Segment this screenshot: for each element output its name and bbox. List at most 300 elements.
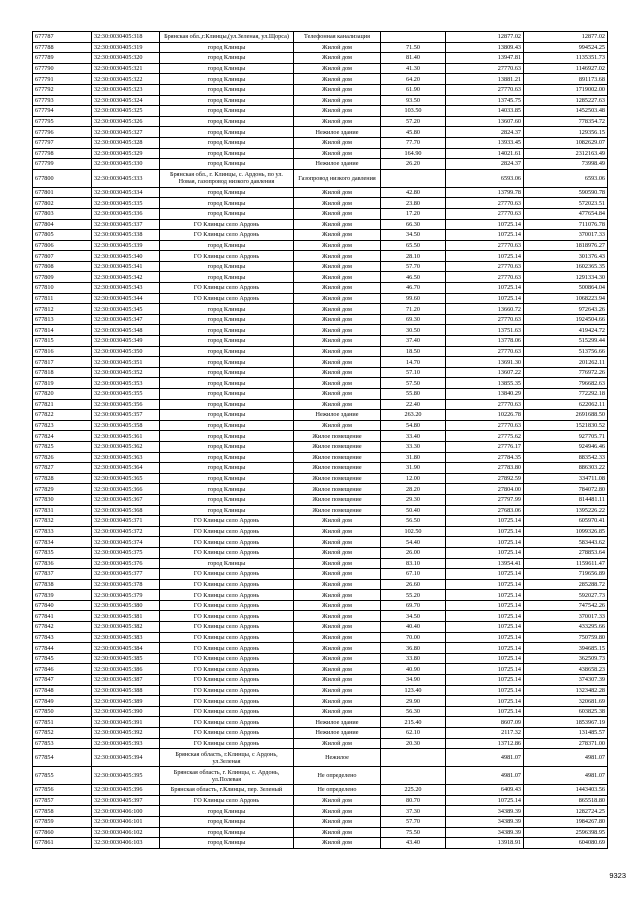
area-cell: 225.20 xyxy=(381,785,446,796)
cadastral-value-cell: 513756.66 xyxy=(524,346,608,357)
area-cell: 83.10 xyxy=(381,558,446,569)
object-type-cell: Жилой дом xyxy=(294,516,381,527)
table-row xyxy=(33,516,608,527)
area-cell: 43.40 xyxy=(381,838,446,849)
area-cell: 64.20 xyxy=(381,74,446,85)
address-cell: город Клинцы xyxy=(160,441,294,452)
area-cell: 37.30 xyxy=(381,806,446,817)
row-number-cell: 677818 xyxy=(33,367,92,378)
row-number-cell: 677826 xyxy=(33,452,92,463)
row-number-cell: 677828 xyxy=(33,473,92,484)
row-number-cell: 677834 xyxy=(33,537,92,548)
table-row xyxy=(33,283,608,294)
unit-value-cell: 27775.62 xyxy=(446,431,524,442)
address-cell: ГО Клинцы село Ардонь xyxy=(160,611,294,622)
area-cell: 55.80 xyxy=(381,389,446,400)
unit-value-cell: 10725.14 xyxy=(446,283,524,294)
object-type-cell: Жилой дом xyxy=(294,84,381,95)
cadastral-value-cell: 994524.25 xyxy=(524,42,608,53)
area-cell: 62.10 xyxy=(381,728,446,739)
address-cell: ГО Клинцы село Ардонь xyxy=(160,251,294,262)
cadastral-number-cell: 32:30:0030405:338 xyxy=(92,230,160,241)
cadastral-number-cell: 32:30:0030405:339 xyxy=(92,240,160,251)
unit-value-cell: 27770.63 xyxy=(446,261,524,272)
row-number-cell: 677842 xyxy=(33,622,92,633)
address-cell: Брянская обл.,г.Клинцы,(ул.Зеленая, ул.Щорса) xyxy=(160,32,294,43)
address-cell: ГО Клинцы село Ардонь xyxy=(160,685,294,696)
address-cell: ГО Клинцы село Ардонь xyxy=(160,738,294,749)
address-cell: ГО Клинцы село Ардонь xyxy=(160,537,294,548)
row-number-cell: 677860 xyxy=(33,827,92,838)
cadastral-number-cell: 32:30:0030405:341 xyxy=(92,261,160,272)
address-cell: город Клинцы xyxy=(160,473,294,484)
row-number-cell: 677816 xyxy=(33,346,92,357)
address-cell: ГО Клинцы село Ардонь xyxy=(160,547,294,558)
area-cell: 31.80 xyxy=(381,452,446,463)
area-cell: 28.10 xyxy=(381,251,446,262)
cadastral-value-cell: 301376.43 xyxy=(524,251,608,262)
address-cell: город Клинцы xyxy=(160,53,294,64)
cadastral-value-cell: 419424.72 xyxy=(524,325,608,336)
address-cell: ГО Клинцы село Ардонь xyxy=(160,526,294,537)
row-number-cell: 677827 xyxy=(33,463,92,474)
cadastral-value-cell: 1291334.30 xyxy=(524,272,608,283)
property-register-table xyxy=(32,31,608,849)
area-cell: 33.80 xyxy=(381,653,446,664)
unit-value-cell: 27776.17 xyxy=(446,441,524,452)
cadastral-value-cell: 1099326.85 xyxy=(524,526,608,537)
table-row xyxy=(33,293,608,304)
area-cell: 41.30 xyxy=(381,63,446,74)
cadastral-number-cell: 32:30:0030405:389 xyxy=(92,696,160,707)
table-row xyxy=(33,63,608,74)
object-type-cell: Жилой дом xyxy=(294,816,381,827)
table-row xyxy=(33,240,608,251)
area-cell: 22.40 xyxy=(381,399,446,410)
address-cell: город Клинцы xyxy=(160,304,294,315)
area-cell: 77.70 xyxy=(381,137,446,148)
unit-value-cell: 13799.78 xyxy=(446,187,524,198)
unit-value-cell: 2824.37 xyxy=(446,127,524,138)
table-row xyxy=(33,590,608,601)
cadastral-value-cell: 278853.64 xyxy=(524,547,608,558)
address-cell: город Клинцы xyxy=(160,116,294,127)
cadastral-value-cell: 604080.69 xyxy=(524,838,608,849)
table-row xyxy=(33,367,608,378)
unit-value-cell: 27770.63 xyxy=(446,208,524,219)
object-type-cell: Жилой дом xyxy=(294,653,381,664)
cadastral-value-cell: 1452503.48 xyxy=(524,106,608,117)
address-cell: город Клинцы xyxy=(160,127,294,138)
object-type-cell: Телефонная канализация xyxy=(294,32,381,43)
cadastral-number-cell: 32:30:0030405:387 xyxy=(92,675,160,686)
address-cell: ГО Клинцы село Ардонь xyxy=(160,664,294,675)
unit-value-cell: 27892.59 xyxy=(446,473,524,484)
row-number-cell: 677813 xyxy=(33,314,92,325)
table-row xyxy=(33,827,608,838)
area-cell: 40.40 xyxy=(381,622,446,633)
cadastral-value-cell: 278371.00 xyxy=(524,738,608,749)
cadastral-value-cell: 719656.89 xyxy=(524,569,608,580)
cadastral-number-cell: 32:30:0030405:327 xyxy=(92,127,160,138)
object-type-cell: Жилой дом xyxy=(294,685,381,696)
object-type-cell: Жилое помещение xyxy=(294,441,381,452)
cadastral-number-cell: 32:30:0030405:337 xyxy=(92,219,160,230)
cadastral-number-cell: 32:30:0030405:374 xyxy=(92,537,160,548)
unit-value-cell: 13607.60 xyxy=(446,116,524,127)
cadastral-number-cell: 32:30:0030405:372 xyxy=(92,526,160,537)
address-cell: город Клинцы xyxy=(160,208,294,219)
area-cell xyxy=(381,749,446,767)
row-number-cell: 677845 xyxy=(33,653,92,664)
object-type-cell: Жилой дом xyxy=(294,314,381,325)
row-number-cell: 677795 xyxy=(33,116,92,127)
unit-value-cell: 27784.35 xyxy=(446,452,524,463)
cadastral-number-cell: 32:30:0030405:329 xyxy=(92,148,160,159)
cadastral-number-cell: 32:30:0030405:318 xyxy=(92,32,160,43)
row-number-cell: 677810 xyxy=(33,283,92,294)
cadastral-number-cell: 32:30:0030405:323 xyxy=(92,84,160,95)
row-number-cell: 677840 xyxy=(33,600,92,611)
cadastral-value-cell: 285288.72 xyxy=(524,579,608,590)
address-cell: город Клинцы xyxy=(160,159,294,170)
address-cell: ГО Клинцы село Ардонь xyxy=(160,230,294,241)
cadastral-value-cell: 1082629.07 xyxy=(524,137,608,148)
unit-value-cell: 34389.39 xyxy=(446,816,524,827)
cadastral-value-cell: 750759.80 xyxy=(524,632,608,643)
area-cell: 42.80 xyxy=(381,187,446,198)
cadastral-value-cell: 477654.84 xyxy=(524,208,608,219)
cadastral-value-cell: 1146927.02 xyxy=(524,63,608,74)
table-row xyxy=(33,558,608,569)
cadastral-number-cell: 32:30:0030405:324 xyxy=(92,95,160,106)
object-type-cell: Жилой дом xyxy=(294,389,381,400)
table-row xyxy=(33,106,608,117)
table-row xyxy=(33,685,608,696)
object-type-cell: Жилой дом xyxy=(294,827,381,838)
area-cell xyxy=(381,32,446,43)
object-type-cell: Жилой дом xyxy=(294,537,381,548)
table-row xyxy=(33,706,608,717)
object-type-cell: Жилой дом xyxy=(294,53,381,64)
address-cell: город Клинцы xyxy=(160,63,294,74)
cadastral-number-cell: 32:30:0030405:349 xyxy=(92,336,160,347)
table-row xyxy=(33,230,608,241)
row-number-cell: 677853 xyxy=(33,738,92,749)
table-row xyxy=(33,251,608,262)
row-number-cell: 677856 xyxy=(33,785,92,796)
unit-value-cell: 10226.78 xyxy=(446,410,524,421)
address-cell: Брянская область, г.Клинцы, пер. Зеленый xyxy=(160,785,294,796)
table-row xyxy=(33,537,608,548)
area-cell: 34.50 xyxy=(381,230,446,241)
area-cell: 26.60 xyxy=(381,579,446,590)
cadastral-number-cell: 32:30:0030405:343 xyxy=(92,283,160,294)
row-number-cell: 677855 xyxy=(33,767,92,785)
cadastral-number-cell: 32:30:0030405:322 xyxy=(92,74,160,85)
object-type-cell: Жилой дом xyxy=(294,95,381,106)
address-cell: ГО Клинцы село Ардонь xyxy=(160,579,294,590)
unit-value-cell: 13660.72 xyxy=(446,304,524,315)
address-cell: город Клинцы xyxy=(160,198,294,209)
unit-value-cell: 27770.63 xyxy=(446,399,524,410)
cadastral-number-cell: 32:30:0030405:326 xyxy=(92,116,160,127)
object-type-cell: Жилой дом xyxy=(294,106,381,117)
table-row xyxy=(33,463,608,474)
row-number-cell: 677843 xyxy=(33,632,92,643)
row-number-cell: 677789 xyxy=(33,53,92,64)
address-cell: город Клинцы xyxy=(160,410,294,421)
object-type-cell: Жилой дом xyxy=(294,283,381,294)
cadastral-value-cell: 438658.23 xyxy=(524,664,608,675)
area-cell: 61.90 xyxy=(381,84,446,95)
table-row xyxy=(33,484,608,495)
address-cell: город Клинцы xyxy=(160,336,294,347)
row-number-cell: 677796 xyxy=(33,127,92,138)
table-row xyxy=(33,74,608,85)
address-cell: ГО Клинцы село Ардонь xyxy=(160,569,294,580)
object-type-cell: Нежилое здание xyxy=(294,159,381,170)
address-cell: ГО Клинцы село Ардонь xyxy=(160,653,294,664)
cadastral-value-cell: 362509.73 xyxy=(524,653,608,664)
table-row xyxy=(33,632,608,643)
object-type-cell: Жилой дом xyxy=(294,251,381,262)
area-cell: 29.30 xyxy=(381,494,446,505)
unit-value-cell: 27770.63 xyxy=(446,240,524,251)
table-row xyxy=(33,137,608,148)
cadastral-value-cell: 1135351.73 xyxy=(524,53,608,64)
cadastral-number-cell: 32:30:0030405:391 xyxy=(92,717,160,728)
unit-value-cell: 10725.14 xyxy=(446,685,524,696)
cadastral-value-cell: 605970.41 xyxy=(524,516,608,527)
cadastral-number-cell: 32:30:0030405:350 xyxy=(92,346,160,357)
cadastral-value-cell: 1719002.00 xyxy=(524,84,608,95)
area-cell: 102.50 xyxy=(381,526,446,537)
address-cell: город Клинцы xyxy=(160,95,294,106)
cadastral-number-cell: 32:30:0030405:380 xyxy=(92,600,160,611)
table-row xyxy=(33,420,608,431)
object-type-cell: Жилой дом xyxy=(294,304,381,315)
area-cell: 36.80 xyxy=(381,643,446,654)
address-cell: ГО Клинцы село Ардонь xyxy=(160,675,294,686)
address-cell: город Клинцы xyxy=(160,187,294,198)
row-number-cell: 677794 xyxy=(33,106,92,117)
table-row xyxy=(33,579,608,590)
object-type-cell: Жилой дом xyxy=(294,632,381,643)
table-row xyxy=(33,208,608,219)
unit-value-cell: 10725.14 xyxy=(446,696,524,707)
cadastral-number-cell: 32:30:0030405:361 xyxy=(92,431,160,442)
address-cell: город Клинцы xyxy=(160,420,294,431)
cadastral-number-cell: 32:30:0030405:319 xyxy=(92,42,160,53)
cadastral-number-cell: 32:30:0030405:362 xyxy=(92,441,160,452)
cadastral-number-cell: 32:30:0030405:384 xyxy=(92,643,160,654)
table-row xyxy=(33,795,608,806)
row-number-cell: 677817 xyxy=(33,357,92,368)
row-number-cell: 677852 xyxy=(33,728,92,739)
row-number-cell: 677846 xyxy=(33,664,92,675)
cadastral-value-cell: 603825.38 xyxy=(524,706,608,717)
object-type-cell: Нежилое здание xyxy=(294,717,381,728)
area-cell: 57.20 xyxy=(381,116,446,127)
unit-value-cell: 10725.14 xyxy=(446,632,524,643)
row-number-cell: 677838 xyxy=(33,579,92,590)
cadastral-number-cell: 32:30:0030405:371 xyxy=(92,516,160,527)
object-type-cell: Жилое помещение xyxy=(294,505,381,516)
cadastral-number-cell: 32:30:0030405:396 xyxy=(92,785,160,796)
unit-value-cell: 10725.14 xyxy=(446,600,524,611)
address-cell: ГО Клинцы село Ардонь xyxy=(160,717,294,728)
cadastral-value-cell: 924946.46 xyxy=(524,441,608,452)
cadastral-value-cell: 865518.80 xyxy=(524,795,608,806)
area-cell: 81.40 xyxy=(381,53,446,64)
unit-value-cell: 10725.14 xyxy=(446,516,524,527)
unit-value-cell: 13751.63 xyxy=(446,325,524,336)
object-type-cell: Жилое помещение xyxy=(294,473,381,484)
area-cell: 55.20 xyxy=(381,590,446,601)
cadastral-value-cell: 374307.39 xyxy=(524,675,608,686)
unit-value-cell: 13712.86 xyxy=(446,738,524,749)
object-type-cell: Жилой дом xyxy=(294,838,381,849)
row-number-cell: 677822 xyxy=(33,410,92,421)
address-cell: город Клинцы xyxy=(160,378,294,389)
address-cell: ГО Клинцы село Ардонь xyxy=(160,590,294,601)
unit-value-cell: 13933.45 xyxy=(446,137,524,148)
table-row xyxy=(33,431,608,442)
row-number-cell: 677791 xyxy=(33,74,92,85)
row-number-cell: 677824 xyxy=(33,431,92,442)
area-cell: 46.50 xyxy=(381,272,446,283)
object-type-cell: Жилой дом xyxy=(294,579,381,590)
address-cell: город Клинцы xyxy=(160,137,294,148)
object-type-cell: Жилой дом xyxy=(294,664,381,675)
object-type-cell: Жилой дом xyxy=(294,293,381,304)
table-row xyxy=(33,116,608,127)
table-row xyxy=(33,728,608,739)
area-cell: 46.70 xyxy=(381,283,446,294)
area-cell: 65.50 xyxy=(381,240,446,251)
unit-value-cell: 13691.30 xyxy=(446,357,524,368)
cadastral-value-cell: 796682.63 xyxy=(524,378,608,389)
cadastral-number-cell: 32:30:0030405:345 xyxy=(92,304,160,315)
row-number-cell: 677848 xyxy=(33,685,92,696)
table-row xyxy=(33,838,608,849)
object-type-cell: Жилой дом xyxy=(294,42,381,53)
table-row xyxy=(33,336,608,347)
object-type-cell: Жилой дом xyxy=(294,675,381,686)
cadastral-value-cell: 1285227.63 xyxy=(524,95,608,106)
address-cell: город Клинцы xyxy=(160,838,294,849)
row-number-cell: 677790 xyxy=(33,63,92,74)
cadastral-number-cell: 32:30:0030405:395 xyxy=(92,767,160,785)
area-cell: 93.50 xyxy=(381,95,446,106)
address-cell: ГО Клинцы село Ардонь xyxy=(160,728,294,739)
unit-value-cell: 27770.63 xyxy=(446,314,524,325)
address-cell: город Клинцы xyxy=(160,431,294,442)
table-row xyxy=(33,389,608,400)
unit-value-cell: 27770.63 xyxy=(446,198,524,209)
row-number-cell: 677809 xyxy=(33,272,92,283)
row-number-cell: 677859 xyxy=(33,816,92,827)
row-number-cell: 677787 xyxy=(33,32,92,43)
area-cell: 18.50 xyxy=(381,346,446,357)
unit-value-cell: 10725.14 xyxy=(446,526,524,537)
cadastral-number-cell: 32:30:0030405:377 xyxy=(92,569,160,580)
object-type-cell: Жилое помещение xyxy=(294,463,381,474)
cadastral-value-cell: 334711.08 xyxy=(524,473,608,484)
area-cell: 57.50 xyxy=(381,378,446,389)
address-cell: ГО Клинцы село Ардонь xyxy=(160,516,294,527)
cadastral-value-cell: 1159611.47 xyxy=(524,558,608,569)
area-cell: 263.20 xyxy=(381,410,446,421)
address-cell: ГО Клинцы село Ардонь xyxy=(160,293,294,304)
unit-value-cell: 13778.06 xyxy=(446,336,524,347)
unit-value-cell: 13809.43 xyxy=(446,42,524,53)
row-number-cell: 677831 xyxy=(33,505,92,516)
object-type-cell: Жилой дом xyxy=(294,208,381,219)
unit-value-cell: 4981.07 xyxy=(446,749,524,767)
area-cell: 45.80 xyxy=(381,127,446,138)
row-number-cell: 677798 xyxy=(33,148,92,159)
unit-value-cell: 14021.61 xyxy=(446,148,524,159)
cadastral-number-cell: 32:30:0030405:358 xyxy=(92,420,160,431)
table-body xyxy=(33,32,608,849)
unit-value-cell: 13881.21 xyxy=(446,74,524,85)
cadastral-number-cell: 32:30:0030405:321 xyxy=(92,63,160,74)
area-cell xyxy=(381,767,446,785)
row-number-cell: 677833 xyxy=(33,526,92,537)
table-row xyxy=(33,600,608,611)
row-number-cell: 677797 xyxy=(33,137,92,148)
cadastral-value-cell: 1521830.52 xyxy=(524,420,608,431)
unit-value-cell: 13607.22 xyxy=(446,367,524,378)
cadastral-number-cell: 32:30:0030405:333 xyxy=(92,169,160,187)
cadastral-number-cell: 32:30:0030405:325 xyxy=(92,106,160,117)
unit-value-cell: 27804.00 xyxy=(446,484,524,495)
address-cell: город Клинцы xyxy=(160,357,294,368)
cadastral-number-cell: 32:30:0030405:320 xyxy=(92,53,160,64)
cadastral-value-cell: 972643.26 xyxy=(524,304,608,315)
object-type-cell: Жилой дом xyxy=(294,240,381,251)
object-type-cell: Жилой дом xyxy=(294,272,381,283)
object-type-cell: Жилой дом xyxy=(294,63,381,74)
address-cell: ГО Клинцы село Ардонь xyxy=(160,696,294,707)
area-cell: 26.00 xyxy=(381,547,446,558)
address-cell: город Клинцы xyxy=(160,816,294,827)
cadastral-number-cell: 32:30:0030405:390 xyxy=(92,706,160,717)
table-row xyxy=(33,749,608,767)
object-type-cell: Жилой дом xyxy=(294,600,381,611)
area-cell: 56.30 xyxy=(381,706,446,717)
row-number-cell: 677820 xyxy=(33,389,92,400)
cadastral-value-cell: 1984267.80 xyxy=(524,816,608,827)
object-type-cell: Жилое помещение xyxy=(294,431,381,442)
object-type-cell: Жилой дом xyxy=(294,569,381,580)
row-number-cell: 677823 xyxy=(33,420,92,431)
table-row xyxy=(33,304,608,315)
unit-value-cell: 10725.14 xyxy=(446,569,524,580)
cadastral-number-cell: 32:30:0030405:376 xyxy=(92,558,160,569)
cadastral-value-cell: 6593.06 xyxy=(524,169,608,187)
table-row xyxy=(33,187,608,198)
area-cell: 70.00 xyxy=(381,632,446,643)
cadastral-value-cell: 747542.26 xyxy=(524,600,608,611)
row-number-cell: 677835 xyxy=(33,547,92,558)
object-type-cell: Жилой дом xyxy=(294,357,381,368)
table-row xyxy=(33,357,608,368)
row-number-cell: 677851 xyxy=(33,717,92,728)
object-type-cell: Жилой дом xyxy=(294,198,381,209)
